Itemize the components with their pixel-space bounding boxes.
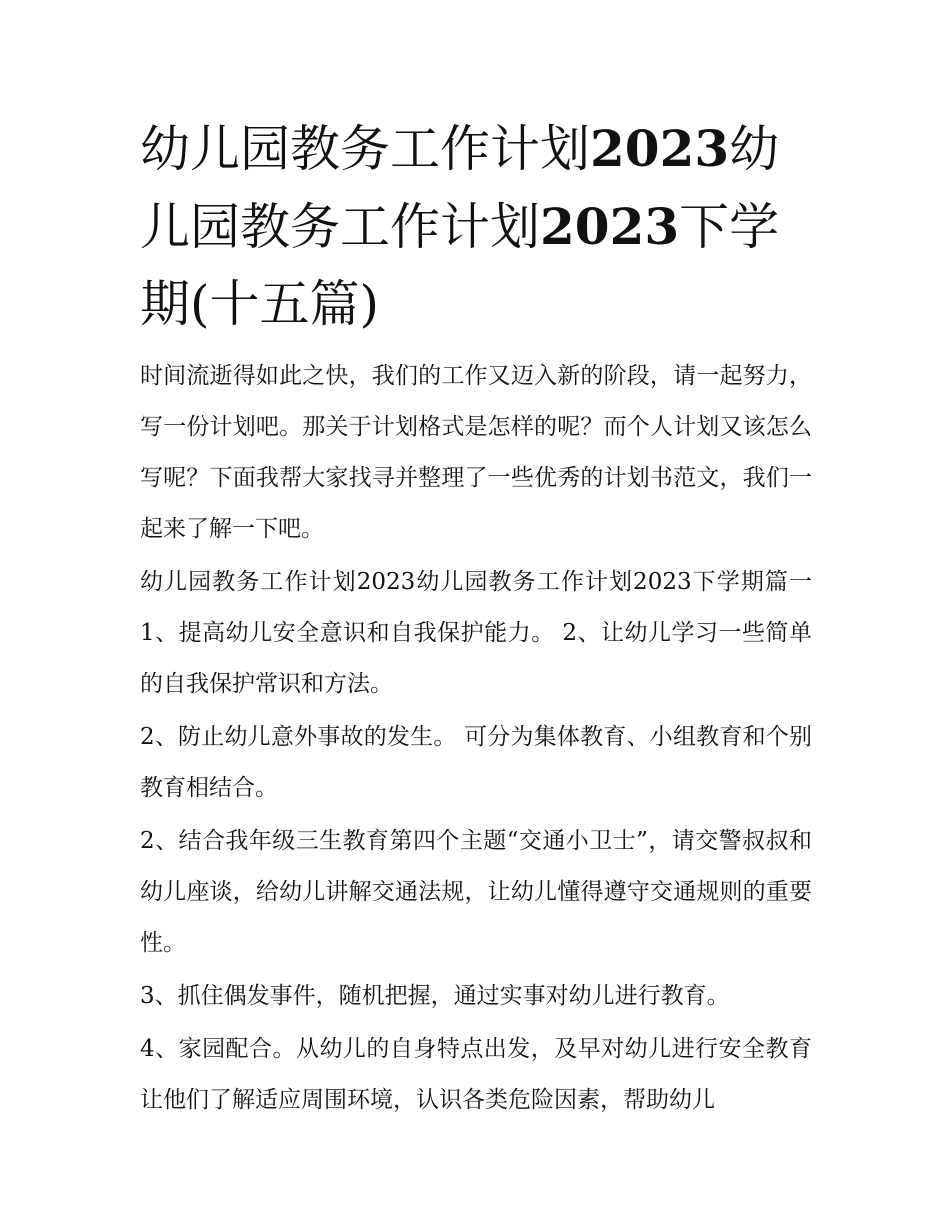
body-paragraph: 2、防止幼儿意外事故的发生。 可分为集体教育、小组教育和个别教育相结合。 [140,724,812,801]
title-part: 下学期(十五篇) [140,198,780,333]
title-part: 2023 [590,119,730,178]
title-part: 幼儿园教务工作计划 [140,120,590,178]
title-part: 2023 [540,197,680,256]
body-paragraph: 2、结合我年级三生教育第四个主题“交通小卫士”，请交警叔叔和幼儿座谈，给幼儿讲解交通法规，让幼儿懂得遵守交通规则的重要性。 [140,828,812,956]
document-page [140,110,812,1128]
intro-paragraph: 时间流逝得如此之快，我们的工作又迈入新的阶段，请一起努力，写一份计划吧。那关于计划格式是怎样的呢？而个人计划又该怎么写呢？下面我帮大家找寻并整理了一些优秀的计划书范文，我们一起来了解一下吧。 [140,363,812,542]
body-paragraph: 3、抓住偶发事件，随机把握，通过实事对幼儿进行教育。 [140,983,730,1009]
body-paragraph: 幼儿园教务工作计划2023幼儿园教务工作计划2023下学期篇一1、提高幼儿安全意识和自我保护能力。 2、让幼儿学习一些简单的自我保护常识和方法。 [140,569,812,697]
body-paragraph: 4、家园配合。从幼儿的自身特点出发，及早对幼儿进行安全教育让他们了解适应周围环境，认识各类危险因素，帮助幼儿 [140,1036,812,1113]
title-part: 幼儿园教务工作计划 [140,120,780,256]
document-body [140,351,812,1126]
document-title [140,110,812,343]
